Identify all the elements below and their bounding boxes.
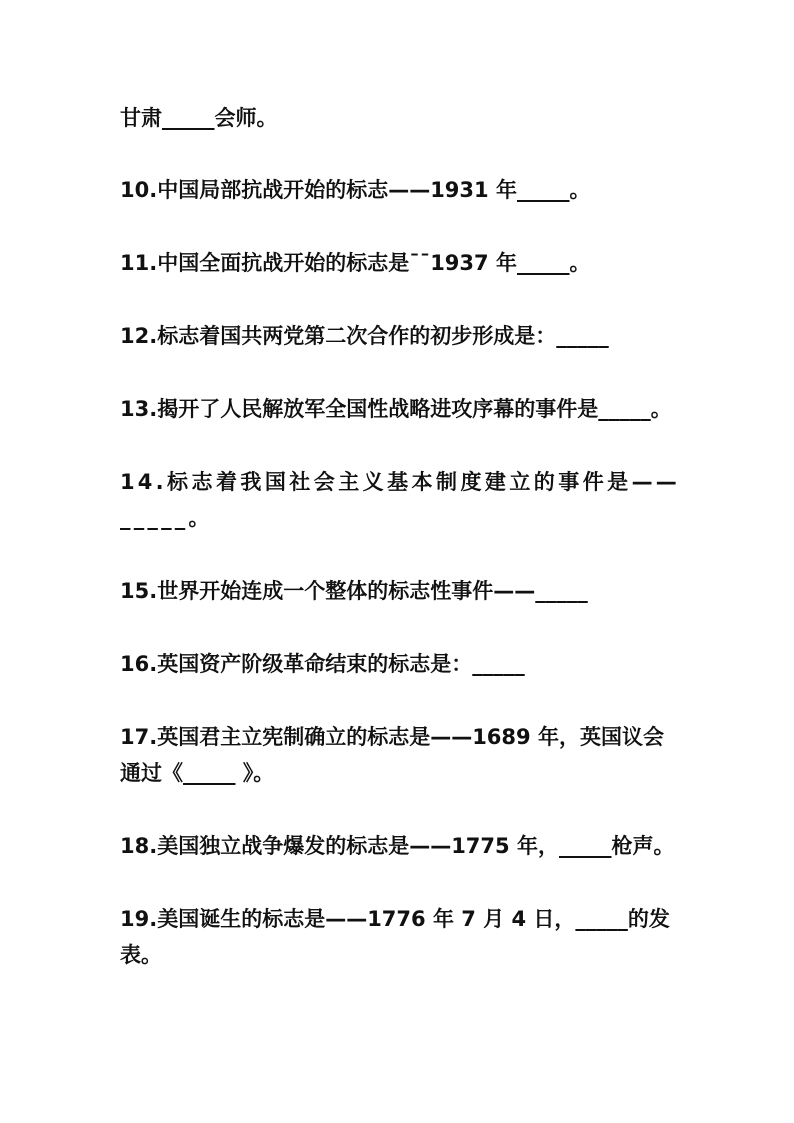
paragraph-item-11: 11.中国全面抗战开始的标志是¯¯1937 年_____。 xyxy=(120,251,591,275)
paragraph-item-18: 18.美国独立战争爆发的标志是——1775 年，_____枪声。 xyxy=(120,834,675,858)
paragraph-item-12: 12.标志着国共两党第二次合作的初步形成是：_____ xyxy=(120,324,609,348)
paragraph-item-14: 14.标志着我国社会主义基本制度建立的事件是——_____。 xyxy=(120,470,680,530)
paragraph-item-16: 16.英国资产阶级革命结束的标志是：_____ xyxy=(120,652,525,676)
paragraph-item-15: 15.世界开始连成一个整体的标志性事件——_____ xyxy=(120,579,588,603)
paragraph-item-10: 10.中国局部抗战开始的标志——1931 年_____。 xyxy=(120,178,591,202)
paragraph-item-13: 13.揭开了人民解放军全国性战略进攻序幕的事件是_____。 xyxy=(120,397,672,421)
paragraph-item-continuation: 甘肃_____会师。 xyxy=(120,106,278,130)
paragraph-item-19: 19.美国诞生的标志是——1776 年 7 月 4 日，_____的发表。 xyxy=(120,907,670,967)
paragraph-item-17: 17.英国君主立宪制确立的标志是——1689 年，英国议会通过《_____ 》。 xyxy=(120,725,664,785)
